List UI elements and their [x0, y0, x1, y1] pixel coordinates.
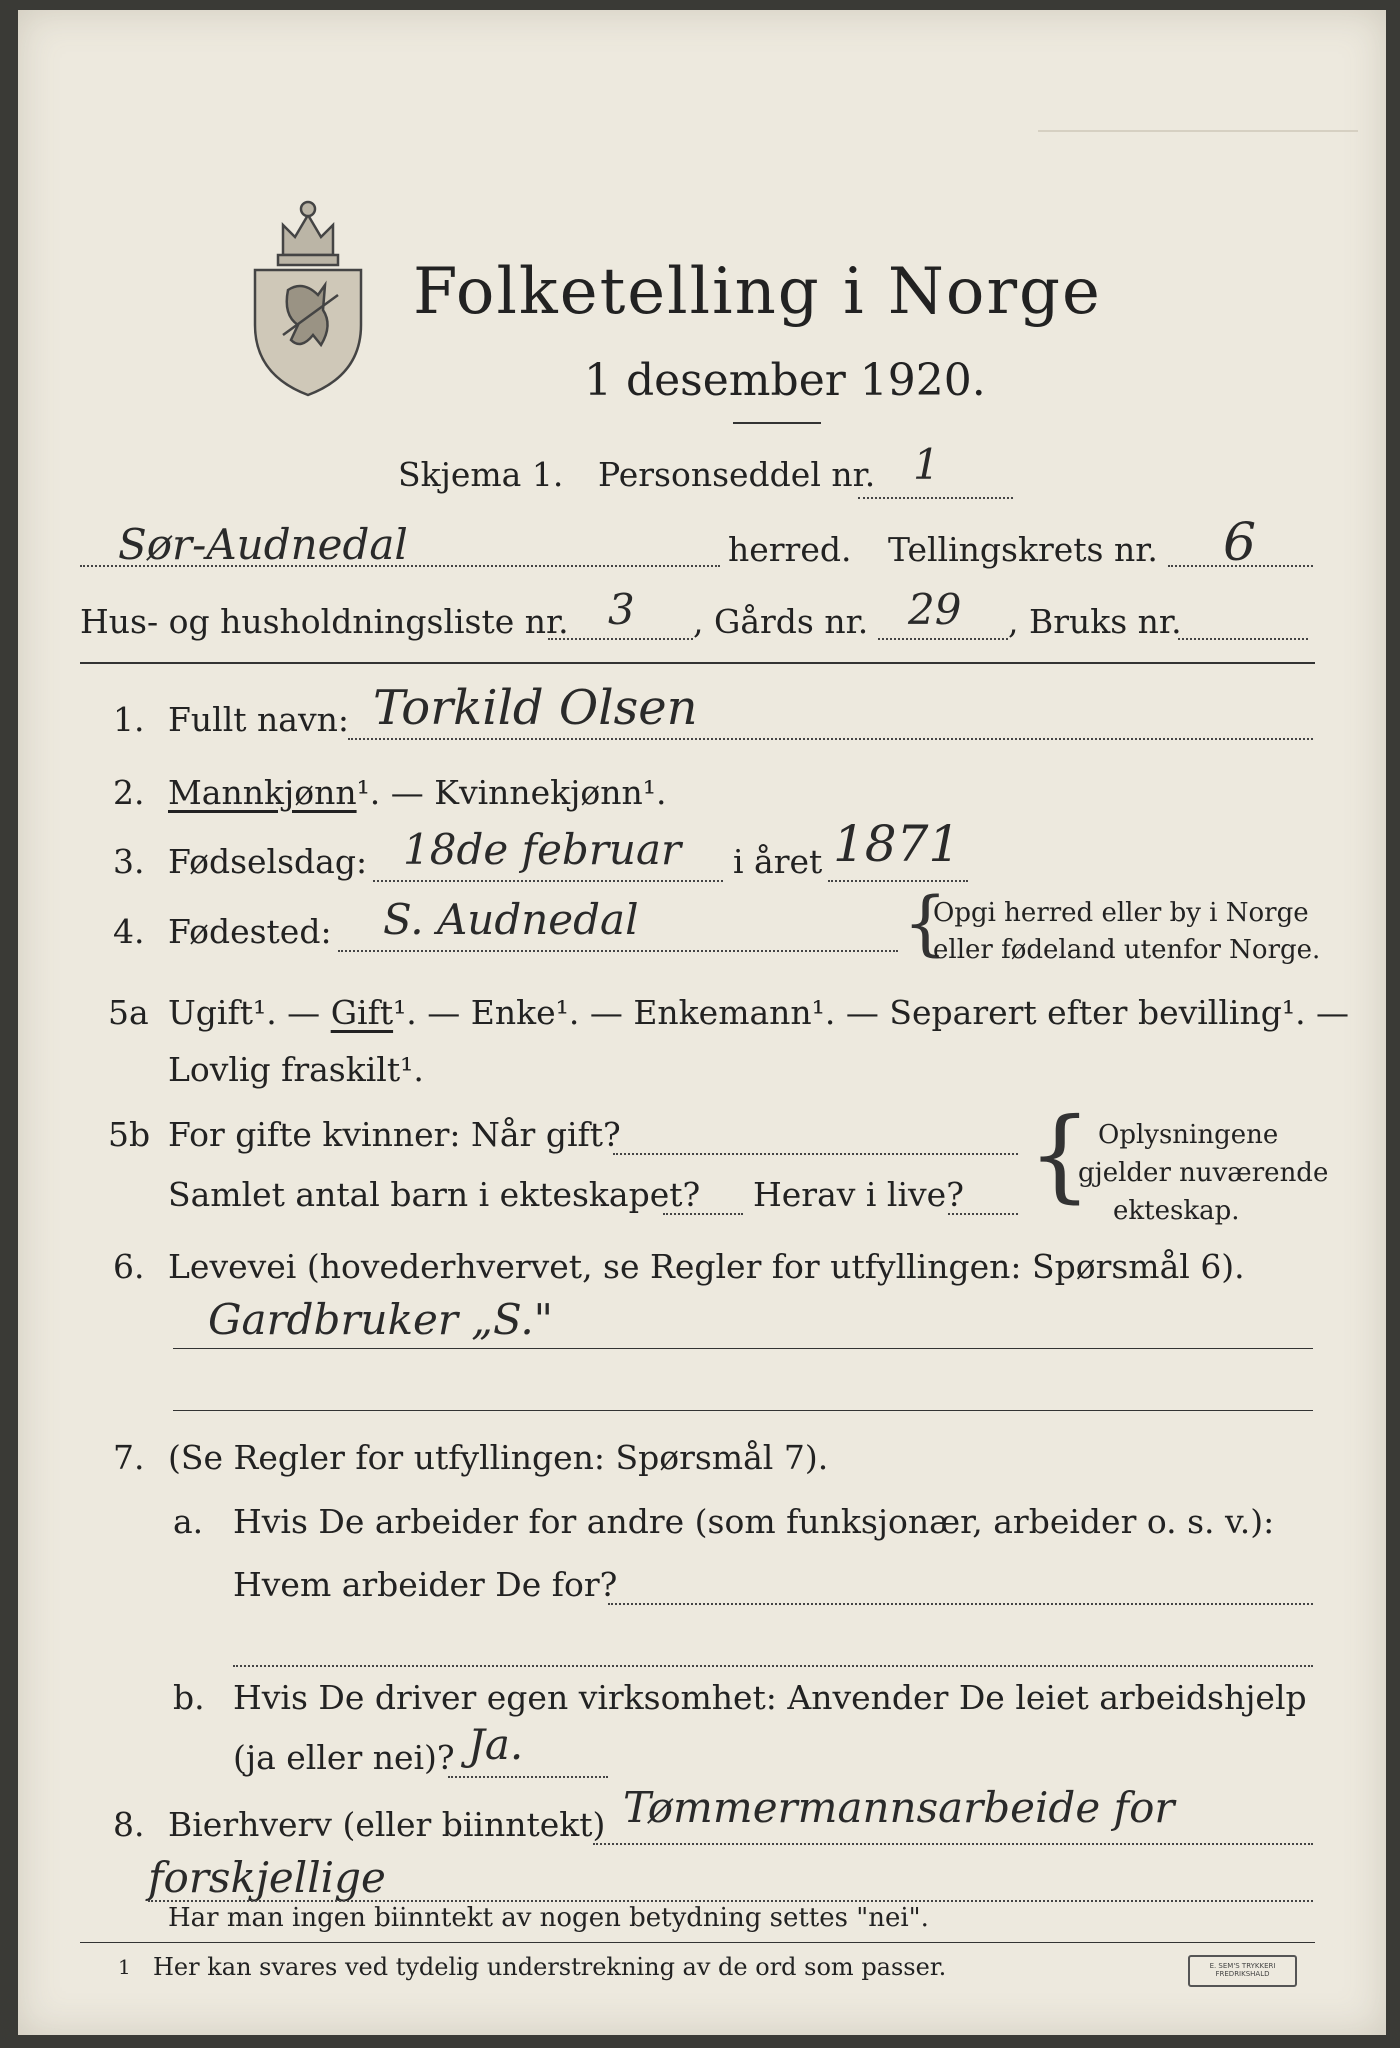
form-title: Folketelling i Norge: [413, 255, 1102, 329]
q2-number: 2.: [113, 773, 145, 812]
tellingskrets-field[interactable]: 6: [1223, 513, 1257, 573]
q7b-number: b.: [173, 1678, 205, 1717]
q6-number: 6.: [113, 1247, 145, 1286]
q7a-label2: Hvem arbeider De for?: [233, 1565, 618, 1604]
footnote-number: 1: [118, 1955, 131, 1979]
header-divider: [80, 662, 1315, 664]
q7b-label: Hvis De driver egen virksomhet: Anvender De leiet arbeidshjelp: [233, 1678, 1307, 1717]
footer-divider: [80, 1942, 1315, 1943]
married-when-field-line: [613, 1153, 1018, 1155]
occupation-field[interactable]: Gardbruker „S.": [208, 1295, 554, 1344]
q4-note-line2: eller fødeland utenfor Norge.: [933, 935, 1321, 965]
q5b-number: 5b: [108, 1115, 151, 1154]
q3-label: Fødselsdag:: [168, 842, 368, 881]
hus-label: Hus- og husholdningsliste nr.: [80, 602, 569, 641]
herred-field-line: [80, 565, 720, 567]
bleed-through: [1038, 130, 1358, 192]
q4-number: 4.: [113, 912, 145, 951]
lovlig-fraskilt-option[interactable]: Lovlig fraskilt¹.: [168, 1050, 424, 1089]
mannkjonn-option[interactable]: Mannkjønn: [168, 773, 357, 812]
marital-other-options[interactable]: ¹. — Enke¹. — Enkemann¹. — Separert efter bevilling¹. —: [393, 993, 1350, 1032]
census-form: [18, 10, 1386, 2035]
personseddel-label: Personseddel nr.: [598, 455, 876, 494]
side-income-field-cont[interactable]: forskjellige: [148, 1853, 386, 1902]
q5b-note-line1: Oplysningene: [1098, 1120, 1279, 1150]
q8-label: Bierhverv (eller biinntekt): [168, 1805, 606, 1844]
q7a-number: a.: [173, 1502, 204, 1541]
birthplace-field-line: [338, 950, 898, 952]
printer-stamp-text: E. SEM'S TRYKKERI FREDRIKSHALD: [1209, 1962, 1276, 1978]
birthday-field[interactable]: 18de februar: [403, 825, 682, 874]
gards-field[interactable]: 29: [908, 585, 962, 634]
census-date: 1 desember 1920.: [584, 355, 986, 406]
personseddel-field-line: [858, 497, 1013, 499]
herred-field[interactable]: Sør-Audnedal: [118, 520, 408, 569]
personseddel-field[interactable]: 1: [913, 440, 940, 489]
hired-help-field[interactable]: Ja.: [468, 1720, 524, 1769]
q5b-label1: For gifte kvinner: Når gift?: [168, 1115, 621, 1154]
q6-label: Levevei (hovederhvervet, se Regler for utfyllingen: Spørsmål 6).: [168, 1247, 1245, 1286]
title-divider: [733, 422, 821, 424]
hus-field-line: [548, 638, 693, 640]
full-name-field-line: [348, 738, 1313, 740]
full-name-field[interactable]: Torkild Olsen: [373, 680, 698, 736]
q5b-note-line3: ekteskap.: [1113, 1196, 1240, 1226]
q1-label: Fullt navn:: [168, 700, 349, 739]
side-income-field-line2: [148, 1900, 1313, 1902]
gards-field-line: [878, 638, 1008, 640]
tellingskrets-label: Tellingskrets nr.: [888, 530, 1158, 569]
children-alive-field-line: [948, 1213, 1018, 1215]
coat-of-arms-icon: [243, 185, 373, 405]
bruks-field-line: [1178, 638, 1308, 640]
printer-stamp: [1188, 1955, 1297, 1987]
q4-brace: {: [903, 882, 948, 964]
footnote-text: Her kan svares ved tydelig understrekning av de ord som passer.: [153, 1953, 947, 1981]
children-count-field-line: [663, 1213, 743, 1215]
employer-field-line: [608, 1603, 1313, 1605]
q1-number: 1.: [113, 700, 145, 739]
q7b-label2: (ja eller nei)?: [233, 1738, 455, 1777]
kvinnekjonn-option[interactable]: Kvinnekjønn¹.: [434, 773, 667, 812]
aret-label: i året: [733, 842, 823, 881]
q7-number: 7.: [113, 1438, 145, 1477]
bruks-label: , Bruks nr.: [1008, 602, 1182, 641]
q3-number: 3.: [113, 842, 145, 881]
q7-label: (Se Regler for utfyllingen: Spørsmål 7).: [168, 1438, 829, 1477]
q4-note-line1: Opgi herred eller by i Norge: [933, 898, 1309, 928]
q5b-label2: Samlet antal barn i ekteskapet?: [168, 1175, 701, 1214]
ugift-option[interactable]: Ugift¹. —: [168, 993, 321, 1032]
herred-label: herred.: [728, 530, 852, 569]
side-income-field-line: [593, 1843, 1313, 1845]
occupation-field-line: [173, 1348, 1313, 1349]
q5b-note-line2: gjelder nuværende: [1078, 1158, 1329, 1188]
employer-field-line2: [233, 1665, 1313, 1667]
q5a-number: 5a: [108, 993, 149, 1032]
gards-label: , Gårds nr.: [693, 602, 869, 641]
q8-number: 8.: [113, 1805, 145, 1844]
q5b-brace: {: [1028, 1096, 1092, 1213]
q2-separator: ¹. —: [356, 773, 424, 812]
q5b-label3: Herav i live?: [753, 1175, 964, 1214]
birth-year-field[interactable]: 1871: [833, 815, 961, 873]
hired-help-field-line: [448, 1776, 608, 1778]
birthplace-field[interactable]: S. Audnedal: [383, 895, 639, 944]
birthday-field-line: [373, 880, 723, 882]
gift-option[interactable]: Gift: [330, 993, 394, 1032]
q7a-label: Hvis De arbeider for andre (som funksjonær, arbeider o. s. v.):: [233, 1502, 1275, 1541]
q4-label: Fødested:: [168, 912, 332, 951]
hus-field[interactable]: 3: [608, 585, 635, 634]
q8-note: Har man ingen biinntekt av nogen betydning settes "nei".: [168, 1903, 929, 1933]
occupation-field-line2: [173, 1410, 1313, 1411]
side-income-field[interactable]: Tømmermannsarbeide for: [623, 1783, 1175, 1832]
skjema-label: Skjema 1.: [398, 455, 564, 494]
